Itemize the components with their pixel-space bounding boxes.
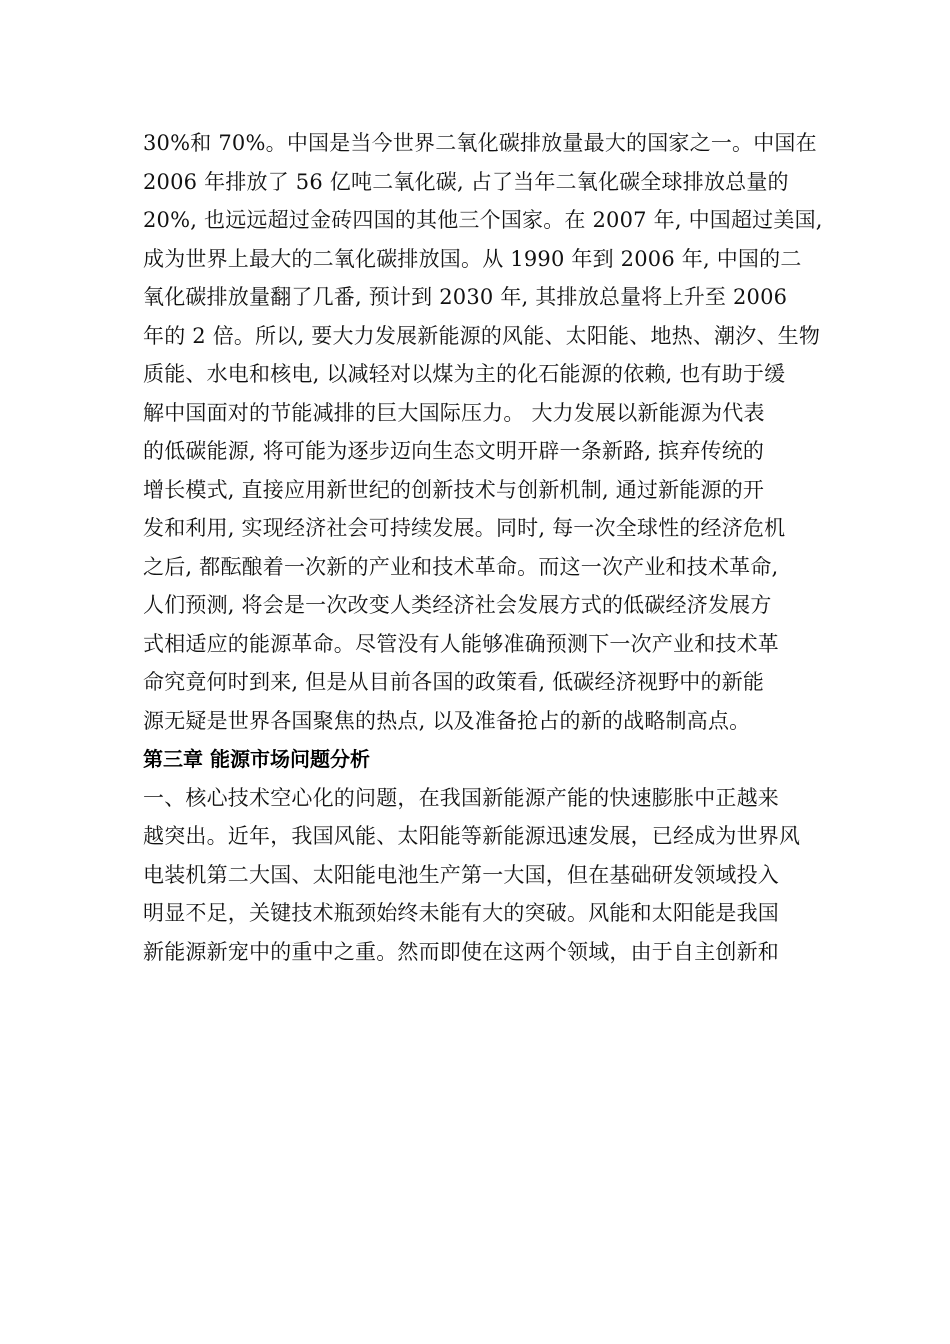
text-line: 增长模式, 直接应用新世纪的创新技术与创新机制, 通过新能源的开: [143, 477, 765, 502]
text-line: 一、核心技术空心化的问题，在我国新能源产能的快速膨胀中正越来: [143, 785, 779, 810]
text-line: 明显不足，关键技术瓶颈始终未能有大的突破。风能和太阳能是我国: [143, 901, 779, 925]
text-line: 人们预测, 将会是一次改变人类经济社会发展方式的低碳经济发展方: [143, 593, 772, 617]
text-line: 解中国面对的节能减排的巨大国际压力。 大力发展以新能源为代表: [143, 400, 765, 425]
text-line: 新能源新宠中的重中之重。然而即使在这两个领域，由于自主创新和: [143, 939, 779, 964]
paragraph-carbon-emissions: [143, 124, 823, 740]
chapter-heading: 第三章 能源市场问题分析: [143, 747, 370, 771]
text-line: 式相适应的能源革命。尽管没有人能够准确预测下一次产业和技术革: [143, 631, 779, 656]
text-line: 2006 年排放了 56 亿吨二氧化碳, 占了当年二氧化碳全球排放总量的: [143, 169, 789, 194]
text-line: 成为世界上最大的二氧化碳排放国。从 1990 年到 2006 年, 中国的二: [143, 246, 802, 271]
text-line: 质能、水电和核电, 以减轻对以煤为主的化石能源的依赖, 也有助于缓: [143, 362, 786, 386]
text-line: 30%和 70%。中国是当今世界二氧化碳排放量最大的国家之一。中国在: [143, 131, 817, 155]
text-line: 20%, 也远远超过金砖四国的其他三个国家。在 2007 年, 中国超过美国,: [143, 208, 823, 232]
text-line: 源无疑是世界各国聚焦的热点, 以及准备抢占的新的战略制高点。: [143, 708, 751, 733]
text-line: 发和利用, 实现经济社会可持续发展。同时, 每一次全球性的经济危机: [143, 516, 786, 540]
text-line: 之后, 都酝酿着一次新的产业和技术革命。而这一次产业和技术革命,: [143, 554, 779, 579]
paragraph-core-technology: [143, 779, 815, 972]
text-line: 电装机第二大国、太阳能电池生产第一大国，但在基础研发领域投入: [143, 862, 779, 887]
text-line: 年的 2 倍。所以, 要大力发展新能源的风能、太阳能、地热、潮汐、生物: [143, 323, 821, 348]
text-line: 的低碳能源, 将可能为逐步迈向生态文明开辟一条新路, 摈弃传统的: [143, 439, 765, 463]
text-line: 氧化碳排放量翻了几番, 预计到 2030 年, 其排放总量将上升至 2006: [143, 285, 788, 309]
text-line: 命究竟何时到来, 但是从目前各国的政策看, 低碳经济视野中的新能: [143, 670, 765, 694]
document-page: [143, 124, 823, 971]
text-line: 越突出。近年，我国风能、太阳能等新能源迅速发展，已经成为世界风: [143, 824, 801, 848]
